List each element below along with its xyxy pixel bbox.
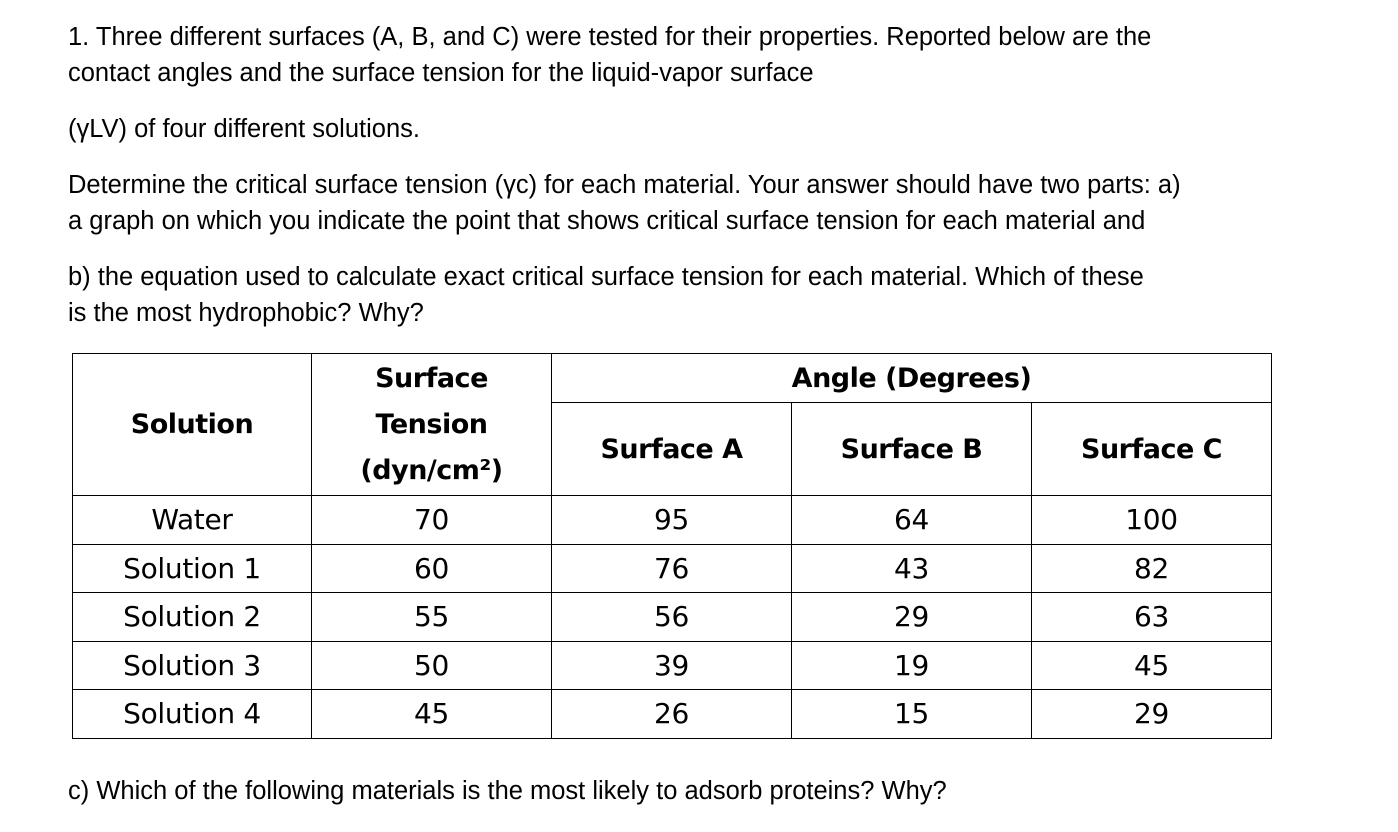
question-part-b-line-2: is the most hydrophobic? Why? bbox=[68, 299, 424, 327]
question-intro-line-1: 1. Three different surfaces (A, B, and C) were tested for their properties. Reported below are the bbox=[68, 23, 1152, 51]
question-part-a bbox=[68, 167, 1181, 239]
question-part-a-line-1: Determine the critical surface tension (γc) for each material. Your answer should have two parts: a) bbox=[68, 171, 1181, 199]
cell-surface-a: 56 bbox=[552, 593, 792, 642]
header-surface-c: Surface C bbox=[1032, 403, 1272, 496]
table-header-row bbox=[73, 354, 1272, 403]
cell-tension: 70 bbox=[312, 496, 552, 545]
question-part-b bbox=[68, 259, 1144, 331]
question-intro bbox=[68, 19, 1151, 91]
table-row bbox=[73, 690, 1272, 739]
question-gamma-lv: (γLV) of four different solutions. bbox=[68, 115, 420, 143]
cell-surface-c: 100 bbox=[1032, 496, 1272, 545]
table-row bbox=[73, 544, 1272, 593]
cell-solution: Solution 1 bbox=[73, 544, 312, 593]
cell-surface-c: 63 bbox=[1032, 593, 1272, 642]
header-surface-a: Surface A bbox=[552, 403, 792, 496]
header-angle-group: Angle (Degrees) bbox=[552, 354, 1272, 403]
cell-surface-b: 15 bbox=[792, 690, 1032, 739]
table-row bbox=[73, 496, 1272, 545]
cell-solution: Water bbox=[73, 496, 312, 545]
contact-angle-table bbox=[72, 353, 1272, 739]
cell-surface-c: 82 bbox=[1032, 544, 1272, 593]
cell-tension: 45 bbox=[312, 690, 552, 739]
cell-tension: 50 bbox=[312, 641, 552, 690]
cell-surface-a: 39 bbox=[552, 641, 792, 690]
header-surface-tension-line-2: Tension bbox=[375, 408, 488, 440]
question-intro-line-2: contact angles and the surface tension for the liquid-vapor surface bbox=[68, 59, 814, 87]
cell-surface-a: 95 bbox=[552, 496, 792, 545]
cell-surface-b: 64 bbox=[792, 496, 1032, 545]
table-row bbox=[73, 641, 1272, 690]
question-part-c: c) Which of the following materials is the most likely to adsorb proteins? Why? bbox=[68, 777, 947, 805]
cell-surface-a: 76 bbox=[552, 544, 792, 593]
question-part-a-line-2: a graph on which you indicate the point that shows critical surface tension for each material and bbox=[68, 207, 1146, 235]
header-surface-tension-line-1: Surface bbox=[375, 362, 488, 394]
cell-surface-c: 45 bbox=[1032, 641, 1272, 690]
cell-surface-c: 29 bbox=[1032, 690, 1272, 739]
question-part-b-line-1: b) the equation used to calculate exact critical surface tension for each material. Which of these bbox=[68, 263, 1144, 291]
header-surface-tension-line-3: (dyn/cm²) bbox=[360, 454, 503, 486]
cell-solution: Solution 4 bbox=[73, 690, 312, 739]
header-surface-tension bbox=[312, 354, 552, 496]
cell-solution: Solution 2 bbox=[73, 593, 312, 642]
cell-surface-b: 29 bbox=[792, 593, 1032, 642]
cell-surface-a: 26 bbox=[552, 690, 792, 739]
cell-surface-b: 43 bbox=[792, 544, 1032, 593]
header-solution: Solution bbox=[73, 354, 312, 496]
header-surface-b: Surface B bbox=[792, 403, 1032, 496]
cell-tension: 55 bbox=[312, 593, 552, 642]
cell-surface-b: 19 bbox=[792, 641, 1032, 690]
cell-solution: Solution 3 bbox=[73, 641, 312, 690]
table-row bbox=[73, 593, 1272, 642]
cell-tension: 60 bbox=[312, 544, 552, 593]
